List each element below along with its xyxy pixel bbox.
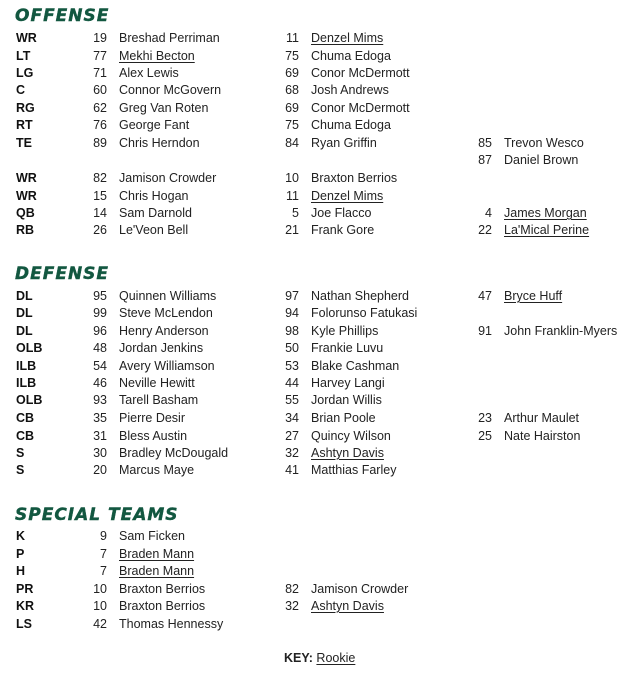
depth-row bbox=[0, 117, 631, 135]
depth-row bbox=[0, 598, 631, 616]
jersey-number: 41 bbox=[285, 463, 299, 477]
position-label: C bbox=[16, 83, 26, 97]
depth-row bbox=[0, 323, 631, 341]
position-label: DL bbox=[16, 324, 33, 338]
depth-row bbox=[0, 82, 631, 100]
player-link-rookie[interactable]: Braden Mann bbox=[119, 564, 195, 578]
jersey-number: 10 bbox=[285, 171, 299, 185]
jersey-number: 32 bbox=[285, 446, 299, 460]
jersey-number: 93 bbox=[93, 393, 107, 407]
jersey-number: 75 bbox=[285, 49, 299, 63]
position-label: LT bbox=[16, 49, 31, 63]
player-name: Le'Veon Bell bbox=[119, 223, 189, 237]
player-name: Nathan Shepherd bbox=[311, 289, 409, 303]
player-name: Avery Williamson bbox=[119, 359, 215, 373]
player-name: Daniel Brown bbox=[504, 153, 579, 167]
jersey-number: 98 bbox=[285, 324, 299, 338]
player-name: Chris Herndon bbox=[119, 136, 200, 150]
depth-row bbox=[0, 152, 631, 170]
jersey-number: 47 bbox=[478, 289, 492, 303]
player-name: Braxton Berrios bbox=[311, 171, 398, 185]
jersey-number: 9 bbox=[100, 529, 107, 543]
player-name: Sam Ficken bbox=[119, 529, 185, 543]
player-name: Breshad Perriman bbox=[119, 31, 220, 45]
player-name: John Franklin-Myers bbox=[504, 324, 618, 338]
jersey-number: 68 bbox=[285, 83, 299, 97]
position-label: RG bbox=[16, 101, 35, 115]
jersey-number: 10 bbox=[93, 582, 107, 596]
jersey-number: 4 bbox=[485, 206, 492, 220]
position-label: P bbox=[16, 547, 25, 561]
position-label: CB bbox=[16, 429, 35, 443]
position-label: RB bbox=[16, 223, 35, 237]
jersey-number: 76 bbox=[93, 118, 107, 132]
player-name: Neville Hewitt bbox=[119, 376, 195, 390]
player-name: Jordan Jenkins bbox=[119, 341, 204, 355]
position-label: RT bbox=[16, 118, 33, 132]
offense-heading: OFFENSE bbox=[15, 6, 110, 26]
player-name: Trevon Wesco bbox=[504, 136, 584, 150]
player-name: Alex Lewis bbox=[119, 66, 179, 80]
jersey-number: 46 bbox=[93, 376, 107, 390]
depth-row bbox=[0, 581, 631, 599]
jersey-number: 34 bbox=[285, 411, 299, 425]
player-name: Ryan Griffin bbox=[311, 136, 377, 150]
player-name: Connor McGovern bbox=[119, 83, 222, 97]
position-label: PR bbox=[16, 582, 34, 596]
jersey-number: 15 bbox=[93, 189, 107, 203]
depth-row bbox=[0, 188, 631, 206]
player-name: Thomas Hennessy bbox=[119, 617, 224, 631]
position-label: DL bbox=[16, 306, 33, 320]
jersey-number: 99 bbox=[93, 306, 107, 320]
player-name: Jamison Crowder bbox=[311, 582, 409, 596]
player-name: Jamison Crowder bbox=[119, 171, 217, 185]
player-name: Folorunso Fatukasi bbox=[311, 306, 418, 320]
depth-row bbox=[0, 100, 631, 118]
jersey-number: 50 bbox=[285, 341, 299, 355]
player-name: Henry Anderson bbox=[119, 324, 209, 338]
jersey-number: 95 bbox=[93, 289, 107, 303]
jersey-number: 30 bbox=[93, 446, 107, 460]
jersey-number: 75 bbox=[285, 118, 299, 132]
jersey-number: 21 bbox=[285, 223, 299, 237]
depth-row bbox=[0, 305, 631, 323]
depth-row bbox=[0, 205, 631, 223]
player-link-rookie[interactable]: La'Mical Perine bbox=[504, 223, 590, 237]
depth-row bbox=[0, 410, 631, 428]
player-name: Frank Gore bbox=[311, 223, 375, 237]
player-name: Blake Cashman bbox=[311, 359, 400, 373]
position-label: TE bbox=[16, 136, 32, 150]
jersey-number: 55 bbox=[285, 393, 299, 407]
jersey-number: 54 bbox=[93, 359, 107, 373]
jersey-number: 97 bbox=[285, 289, 299, 303]
position-label: ILB bbox=[16, 359, 37, 373]
jersey-number: 77 bbox=[93, 49, 107, 63]
jersey-number: 26 bbox=[93, 223, 107, 237]
player-name: Conor McDermott bbox=[311, 66, 410, 80]
player-name: Nate Hairston bbox=[504, 429, 581, 443]
player-name: Steve McLendon bbox=[119, 306, 213, 320]
player-name: Harvey Langi bbox=[311, 376, 385, 390]
player-name: Marcus Maye bbox=[119, 463, 195, 477]
jersey-number: 22 bbox=[478, 223, 492, 237]
player-link-rookie[interactable]: Denzel Mims bbox=[311, 31, 384, 45]
jersey-number: 25 bbox=[478, 429, 492, 443]
player-name: Brian Poole bbox=[311, 411, 376, 425]
jersey-number: 11 bbox=[286, 189, 299, 203]
depth-row bbox=[0, 375, 631, 393]
jersey-number: 20 bbox=[93, 463, 107, 477]
jersey-number: 53 bbox=[285, 359, 299, 373]
special-teams-heading: SPECIAL TEAMS bbox=[15, 505, 179, 525]
player-link-rookie[interactable]: Mekhi Becton bbox=[119, 49, 195, 63]
depth-row bbox=[0, 528, 631, 546]
jersey-number: 89 bbox=[93, 136, 107, 150]
position-label: H bbox=[16, 564, 26, 578]
depth-row bbox=[0, 48, 631, 66]
jersey-number: 62 bbox=[93, 101, 107, 115]
jersey-number: 91 bbox=[478, 324, 492, 338]
player-name: Chuma Edoga bbox=[311, 118, 391, 132]
jersey-number: 23 bbox=[478, 411, 492, 425]
position-label: WR bbox=[16, 189, 37, 203]
player-link-rookie[interactable]: Braden Mann bbox=[119, 547, 195, 561]
player-name: Kyle Phillips bbox=[311, 324, 379, 338]
depth-row bbox=[0, 222, 631, 240]
jersey-number: 31 bbox=[93, 429, 107, 443]
jersey-number: 5 bbox=[292, 206, 299, 220]
player-link-rookie[interactable]: Denzel Mims bbox=[311, 189, 384, 203]
jersey-number: 82 bbox=[93, 171, 107, 185]
player-name: Bradley McDougald bbox=[119, 446, 229, 460]
player-name: George Fant bbox=[119, 118, 190, 132]
depth-row bbox=[0, 30, 631, 48]
jersey-number: 85 bbox=[478, 136, 492, 150]
depth-row bbox=[0, 392, 631, 410]
player-name: Pierre Desir bbox=[119, 411, 185, 425]
key-legend bbox=[284, 651, 355, 665]
jersey-number: 32 bbox=[285, 599, 299, 613]
depth-row bbox=[0, 428, 631, 446]
player-name: Quincy Wilson bbox=[311, 429, 391, 443]
depth-row bbox=[0, 462, 631, 480]
key-label: KEY: bbox=[284, 651, 313, 665]
jersey-number: 71 bbox=[93, 66, 107, 80]
position-label: OLB bbox=[16, 341, 43, 355]
jersey-number: 14 bbox=[93, 206, 107, 220]
jersey-number: 42 bbox=[93, 617, 107, 631]
player-name: Jordan Willis bbox=[311, 393, 382, 407]
depth-row bbox=[0, 445, 631, 463]
player-link-rookie[interactable]: Ashtyn Davis bbox=[311, 599, 384, 613]
player-link-rookie[interactable]: Bryce Huff bbox=[504, 289, 563, 303]
depth-row bbox=[0, 135, 631, 153]
player-name: Chuma Edoga bbox=[311, 49, 391, 63]
player-name: Josh Andrews bbox=[311, 83, 389, 97]
position-label: QB bbox=[16, 206, 35, 220]
jersey-number: 11 bbox=[286, 31, 299, 45]
position-label: WR bbox=[16, 171, 37, 185]
jersey-number: 10 bbox=[93, 599, 107, 613]
jersey-number: 44 bbox=[285, 376, 299, 390]
depth-row bbox=[0, 546, 631, 564]
depth-row bbox=[0, 616, 631, 634]
position-label: KR bbox=[16, 599, 35, 613]
jersey-number: 27 bbox=[285, 429, 299, 443]
player-name: Sam Darnold bbox=[119, 206, 192, 220]
position-label: CB bbox=[16, 411, 35, 425]
player-name: Chris Hogan bbox=[119, 189, 189, 203]
position-label: DL bbox=[16, 289, 33, 303]
player-name: Tarell Basham bbox=[119, 393, 199, 407]
position-label: S bbox=[16, 446, 25, 460]
player-name: Conor McDermott bbox=[311, 101, 410, 115]
jersey-number: 69 bbox=[285, 66, 299, 80]
player-link-rookie[interactable]: James Morgan bbox=[504, 206, 587, 220]
jersey-number: 87 bbox=[478, 153, 492, 167]
jersey-number: 19 bbox=[93, 31, 107, 45]
depth-row bbox=[0, 358, 631, 376]
jersey-number: 96 bbox=[93, 324, 107, 338]
position-label: LG bbox=[16, 66, 34, 80]
jersey-number: 60 bbox=[93, 83, 107, 97]
defense-heading: DEFENSE bbox=[15, 264, 110, 284]
position-label: S bbox=[16, 463, 25, 477]
player-name: Arthur Maulet bbox=[504, 411, 580, 425]
jersey-number: 35 bbox=[93, 411, 107, 425]
player-link-rookie[interactable]: Ashtyn Davis bbox=[311, 446, 384, 460]
key-rookie: Rookie bbox=[316, 651, 356, 665]
player-name: Joe Flacco bbox=[311, 206, 372, 220]
depth-row bbox=[0, 65, 631, 83]
position-label: ILB bbox=[16, 376, 37, 390]
player-name: Bless Austin bbox=[119, 429, 188, 443]
player-name: Quinnen Williams bbox=[119, 289, 217, 303]
depth-row bbox=[0, 563, 631, 581]
depth-row bbox=[0, 170, 631, 188]
position-label: K bbox=[16, 529, 26, 543]
player-name: Greg Van Roten bbox=[119, 101, 209, 115]
jersey-number: 7 bbox=[100, 547, 107, 561]
position-label: WR bbox=[16, 31, 37, 45]
depth-row bbox=[0, 288, 631, 306]
player-name: Braxton Berrios bbox=[119, 599, 206, 613]
jersey-number: 94 bbox=[285, 306, 299, 320]
position-label: LS bbox=[16, 617, 32, 631]
position-label: OLB bbox=[16, 393, 43, 407]
jersey-number: 48 bbox=[93, 341, 107, 355]
depth-row bbox=[0, 340, 631, 358]
jersey-number: 82 bbox=[285, 582, 299, 596]
player-name: Matthias Farley bbox=[311, 463, 397, 477]
jersey-number: 84 bbox=[285, 136, 299, 150]
jersey-number: 69 bbox=[285, 101, 299, 115]
player-name: Braxton Berrios bbox=[119, 582, 206, 596]
player-name: Frankie Luvu bbox=[311, 341, 384, 355]
jersey-number: 7 bbox=[100, 564, 107, 578]
